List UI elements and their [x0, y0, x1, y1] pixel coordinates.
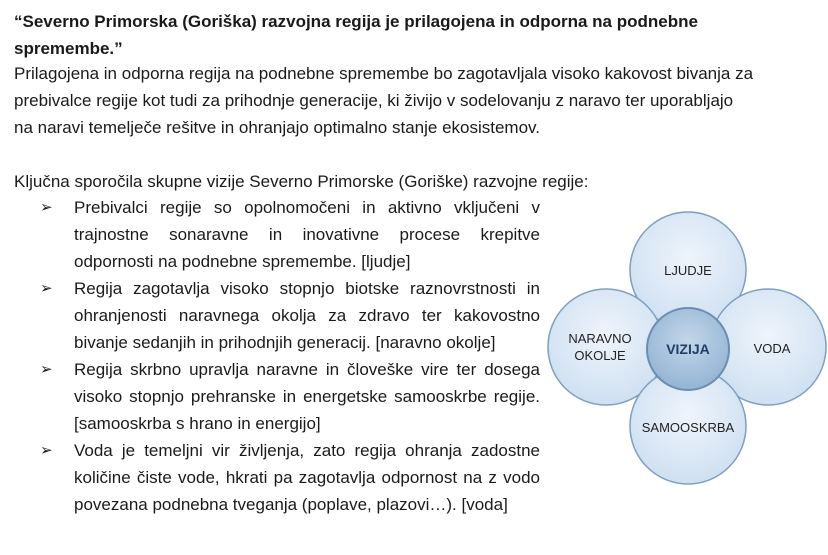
label-voda: VODA — [753, 341, 791, 356]
label-ljudje: LJUDJE — [664, 263, 712, 278]
label-okolje: OKOLJE — [574, 348, 626, 363]
arrow-bullet-icon: ➢ — [40, 442, 53, 459]
list-item-text: Voda je temeljni vir življenja, zato regija ohranja zadostne količine čiste vode, hkrati pa zagotavlja odpornost na z vodo povezana podnebna tveganja (poplave, plazovi…). [voda] — [74, 441, 540, 514]
arrow-bullet-icon: ➢ — [40, 361, 53, 378]
key-messages-title: Ključna sporočila skupne vizije Severno Primorske (Goriške) razvojne regije: — [14, 172, 589, 191]
list-item-text: Regija skrbno upravlja naravne in človeške vire ter dosega visoko stopnjo prehranske in energetske samooskrbe regije. [samooskrba s hrano in energijo] — [74, 360, 540, 433]
label-vizija: VIZIJA — [666, 341, 710, 357]
arrow-bullet-icon: ➢ — [40, 199, 53, 216]
vision-diagram — [540, 200, 828, 550]
list-item — [40, 275, 540, 356]
list-item-text: Prebivalci regije so opolnomočeni in aktivno vključeni v trajnostne sonaravne in inovativne procese krepitve odpornosti na podnebne spremembe. [ljudje] — [74, 198, 540, 271]
list-item — [40, 437, 540, 518]
arrow-bullet-icon: ➢ — [40, 280, 53, 297]
list-item — [40, 194, 540, 275]
heading: “Severno Primorska (Goriška) razvojna regija je prilagojena in odporna na podnebne spremembe.” — [14, 12, 698, 58]
label-naravno: NARAVNO — [568, 331, 632, 346]
label-samooskrba: SAMOOSKRBA — [641, 420, 735, 435]
key-messages-list — [40, 194, 540, 518]
list-item — [40, 356, 540, 437]
list-item-text: Regija zagotavlja visoko stopnjo biotske raznovrstnosti in ohranjenosti naravnega okolja za zdravo ter kakovostno bivanje sedanjih in prihodnjih generacij. [naravno okolje] — [74, 279, 540, 352]
intro-paragraph: Prilagojena in odporna regija na podnebne spremembe bo zagotavljala visoko kakovost bivanja za prebivalce regije kot tudi za prihodnje generacije, ki živijo v sodelovanju z naravo ter uporabljajo na naravi temelječe rešitve in ohranjajo optimalno stanje ekosistemov. — [14, 64, 754, 137]
